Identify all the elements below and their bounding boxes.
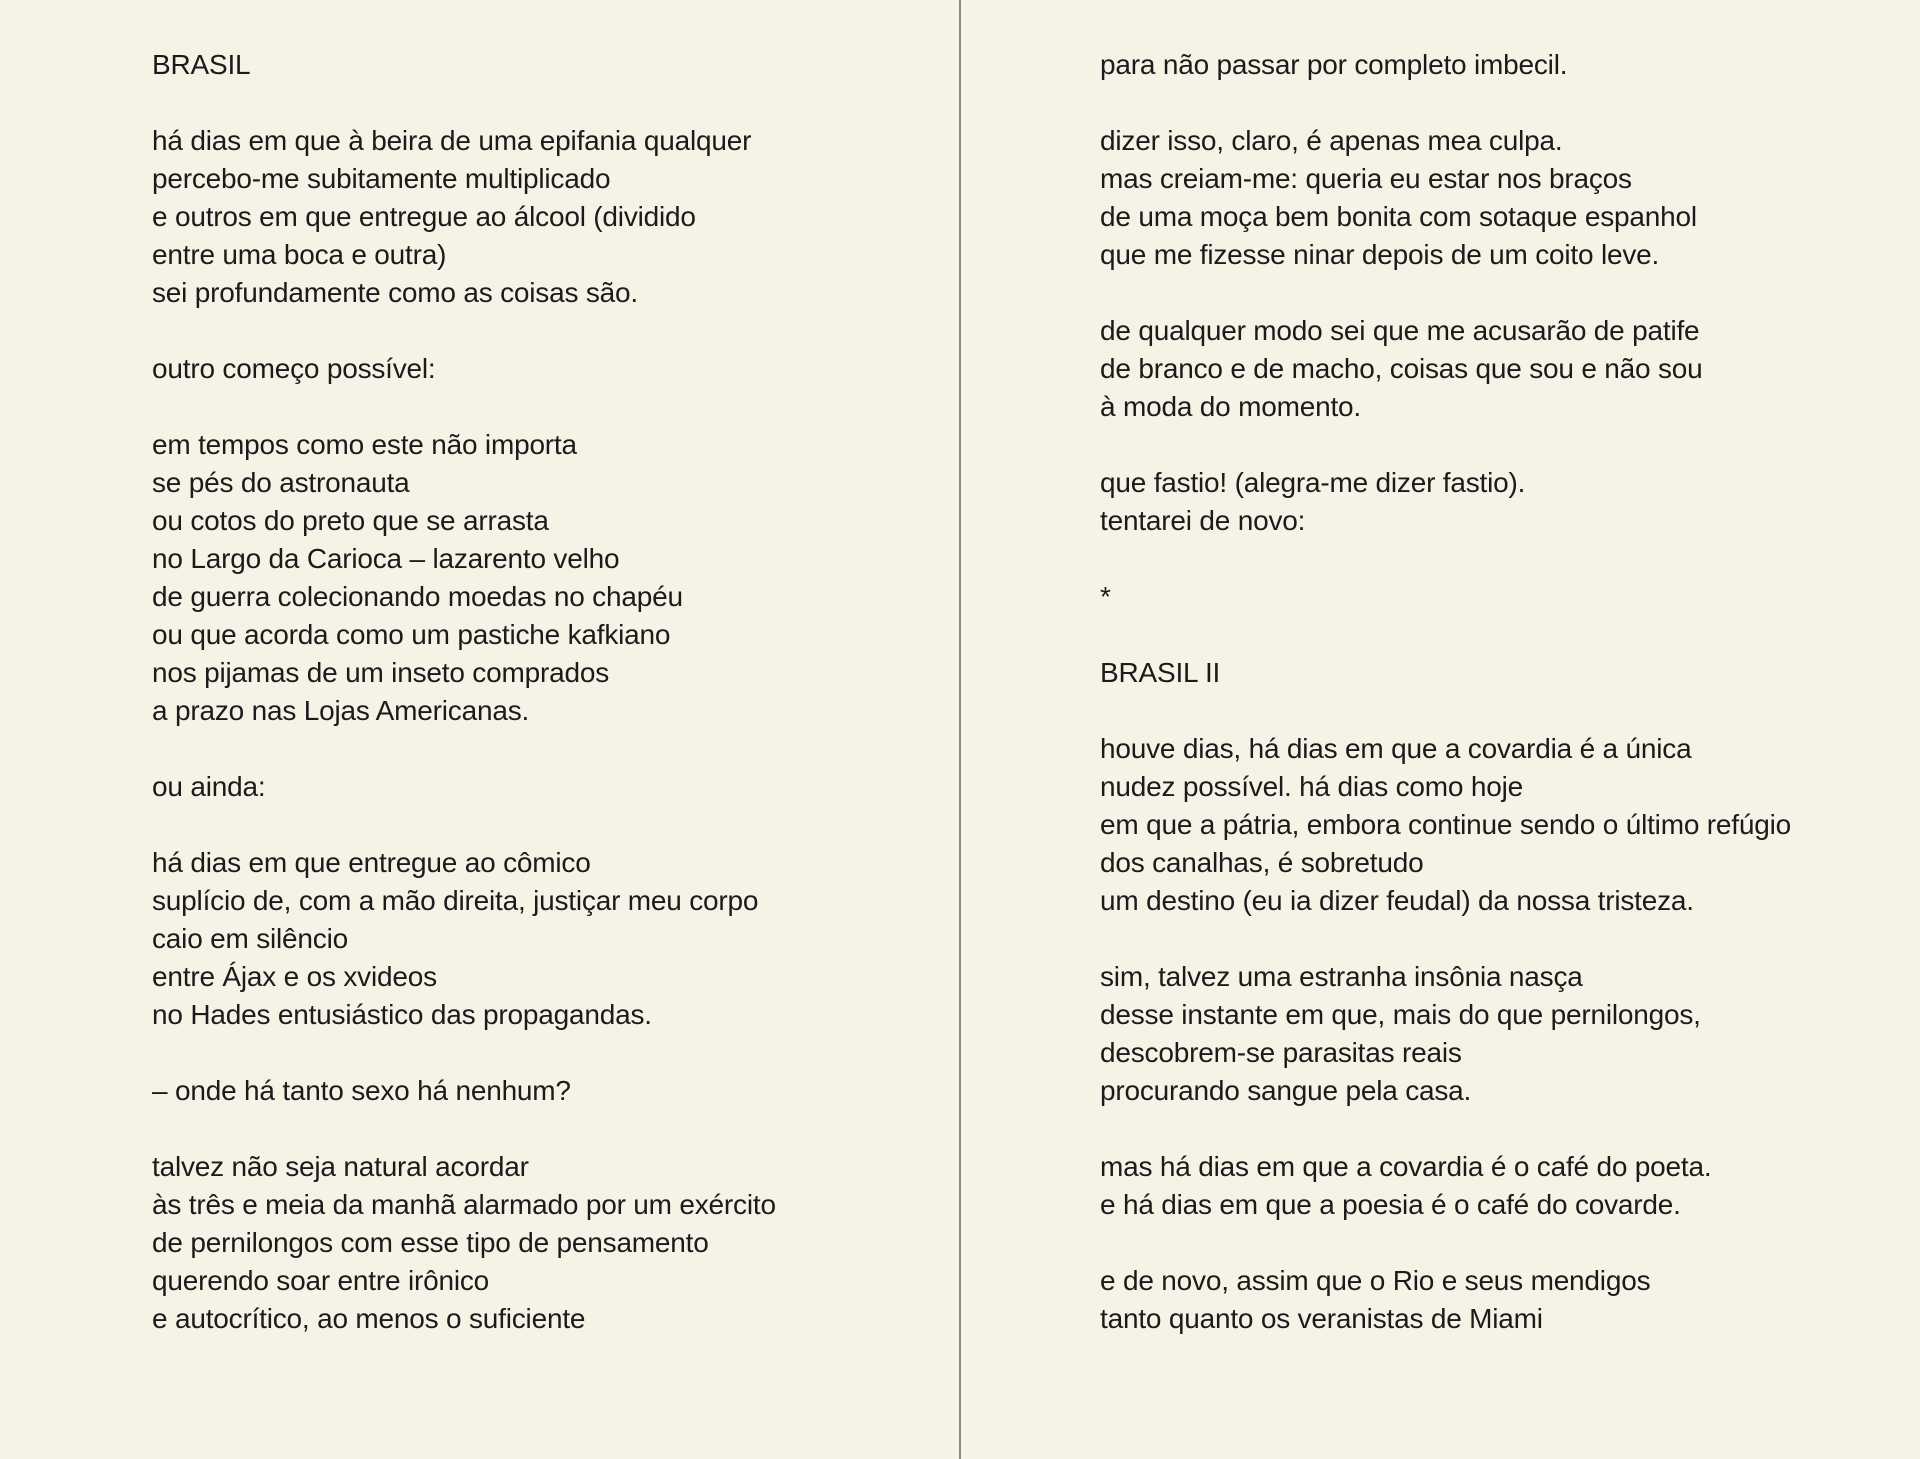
poem-line: outro começo possível: [152, 353, 436, 384]
poem-line: há dias em que à beira de uma epifania qualquer [152, 125, 752, 156]
poem-line: que fastio! (alegra-me dizer fastio). [1100, 467, 1526, 498]
poem-line: há dias em que entregue ao cômico [152, 847, 591, 878]
poem-line: ou ainda: [152, 771, 266, 802]
poem-line: entre Ájax e os xvideos [152, 961, 437, 992]
poem-line: a prazo nas Lojas Americanas. [152, 695, 530, 726]
page-gutter-divider [959, 0, 961, 1459]
poem-line: e de novo, assim que o Rio e seus mendigos [1100, 1265, 1651, 1296]
poem-line: e há dias em que a poesia é o café do covarde. [1100, 1189, 1681, 1220]
poem-line: se pés do astronauta [152, 467, 410, 498]
poem-line: dizer isso, claro, é apenas mea culpa. [1100, 125, 1563, 156]
poem-line: entre uma boca e outra) [152, 239, 447, 270]
stanza-break [1100, 540, 1900, 578]
stanza-break [152, 806, 932, 844]
poem-line: ou cotos do preto que se arrasta [152, 505, 549, 536]
poem-line: suplício de, com a mão direita, justiçar meu corpo [152, 885, 759, 916]
poem-line: procurando sangue pela casa. [1100, 1075, 1472, 1106]
poem-line: à moda do momento. [1100, 391, 1361, 422]
poem-line: e outros em que entregue ao álcool (dividido [152, 201, 696, 232]
poem-line: querendo soar entre irônico [152, 1265, 490, 1296]
stanza-break [152, 388, 932, 426]
poem-line: BRASIL II [1100, 657, 1221, 688]
stanza-break [152, 84, 932, 122]
poem-line: em tempos como este não importa [152, 429, 577, 460]
poem-line: para não passar por completo imbecil. [1100, 49, 1568, 80]
poem-line: BRASIL [152, 49, 251, 80]
poem-line: nudez possível. há dias como hoje [1100, 771, 1523, 802]
poem-line: desse instante em que, mais do que pernilongos, [1100, 999, 1701, 1030]
stanza-break [1100, 84, 1900, 122]
poem-line: houve dias, há dias em que a covardia é a única [1100, 733, 1692, 764]
poem-line: no Hades entusiástico das propagandas. [152, 999, 652, 1030]
poem-line: de pernilongos com esse tipo de pensamento [152, 1227, 709, 1258]
poem-line: caio em silêncio [152, 923, 348, 954]
poem-line: talvez não seja natural acordar [152, 1151, 529, 1182]
left-page [152, 46, 932, 1338]
right-page [1100, 46, 1900, 1338]
stanza-break [152, 312, 932, 350]
poem-line: às três e meia da manhã alarmado por um exército [152, 1189, 776, 1220]
poem-line: mas creiam-me: queria eu estar nos braços [1100, 163, 1632, 194]
poem-line: * [1100, 581, 1111, 612]
stanza-break [152, 1034, 932, 1072]
poem-line: mas há dias em que a covardia é o café do poeta. [1100, 1151, 1712, 1182]
poem-line: percebo-me subitamente multiplicado [152, 163, 611, 194]
poem-line: e autocrítico, ao menos o suficiente [152, 1303, 586, 1334]
poem-line: em que a pátria, embora continue sendo o último refúgio [1100, 809, 1791, 840]
poem-line: descobrem-se parasitas reais [1100, 1037, 1462, 1068]
stanza-break [152, 1110, 932, 1148]
poem-line: ou que acorda como um pastiche kafkiano [152, 619, 671, 650]
poem-line: dos canalhas, é sobretudo [1100, 847, 1424, 878]
poem-line: de guerra colecionando moedas no chapéu [152, 581, 683, 612]
stanza-break [1100, 616, 1900, 654]
stanza-break [1100, 692, 1900, 730]
poem-line: – onde há tanto sexo há nenhum? [152, 1075, 571, 1106]
poem-line: sim, talvez uma estranha insônia nasça [1100, 961, 1583, 992]
stanza-break [1100, 920, 1900, 958]
poem-line: nos pijamas de um inseto comprados [152, 657, 609, 688]
poem-line: no Largo da Carioca – lazarento velho [152, 543, 620, 574]
stanza-break [1100, 426, 1900, 464]
poem-line: um destino (eu ia dizer feudal) da nossa tristeza. [1100, 885, 1694, 916]
stanza-break [1100, 1110, 1900, 1148]
poem-line: sei profundamente como as coisas são. [152, 277, 638, 308]
poem-line: de uma moça bem bonita com sotaque espanhol [1100, 201, 1697, 232]
stanza-break [1100, 1224, 1900, 1262]
stanza-break [152, 730, 932, 768]
poem-line: tentarei de novo: [1100, 505, 1306, 536]
poem-line: de branco e de macho, coisas que sou e não sou [1100, 353, 1703, 384]
poem-line: que me fizesse ninar depois de um coito leve. [1100, 239, 1660, 270]
stanza-break [1100, 274, 1900, 312]
poem-line: tanto quanto os veranistas de Miami [1100, 1303, 1543, 1334]
poem-line: de qualquer modo sei que me acusarão de patife [1100, 315, 1700, 346]
